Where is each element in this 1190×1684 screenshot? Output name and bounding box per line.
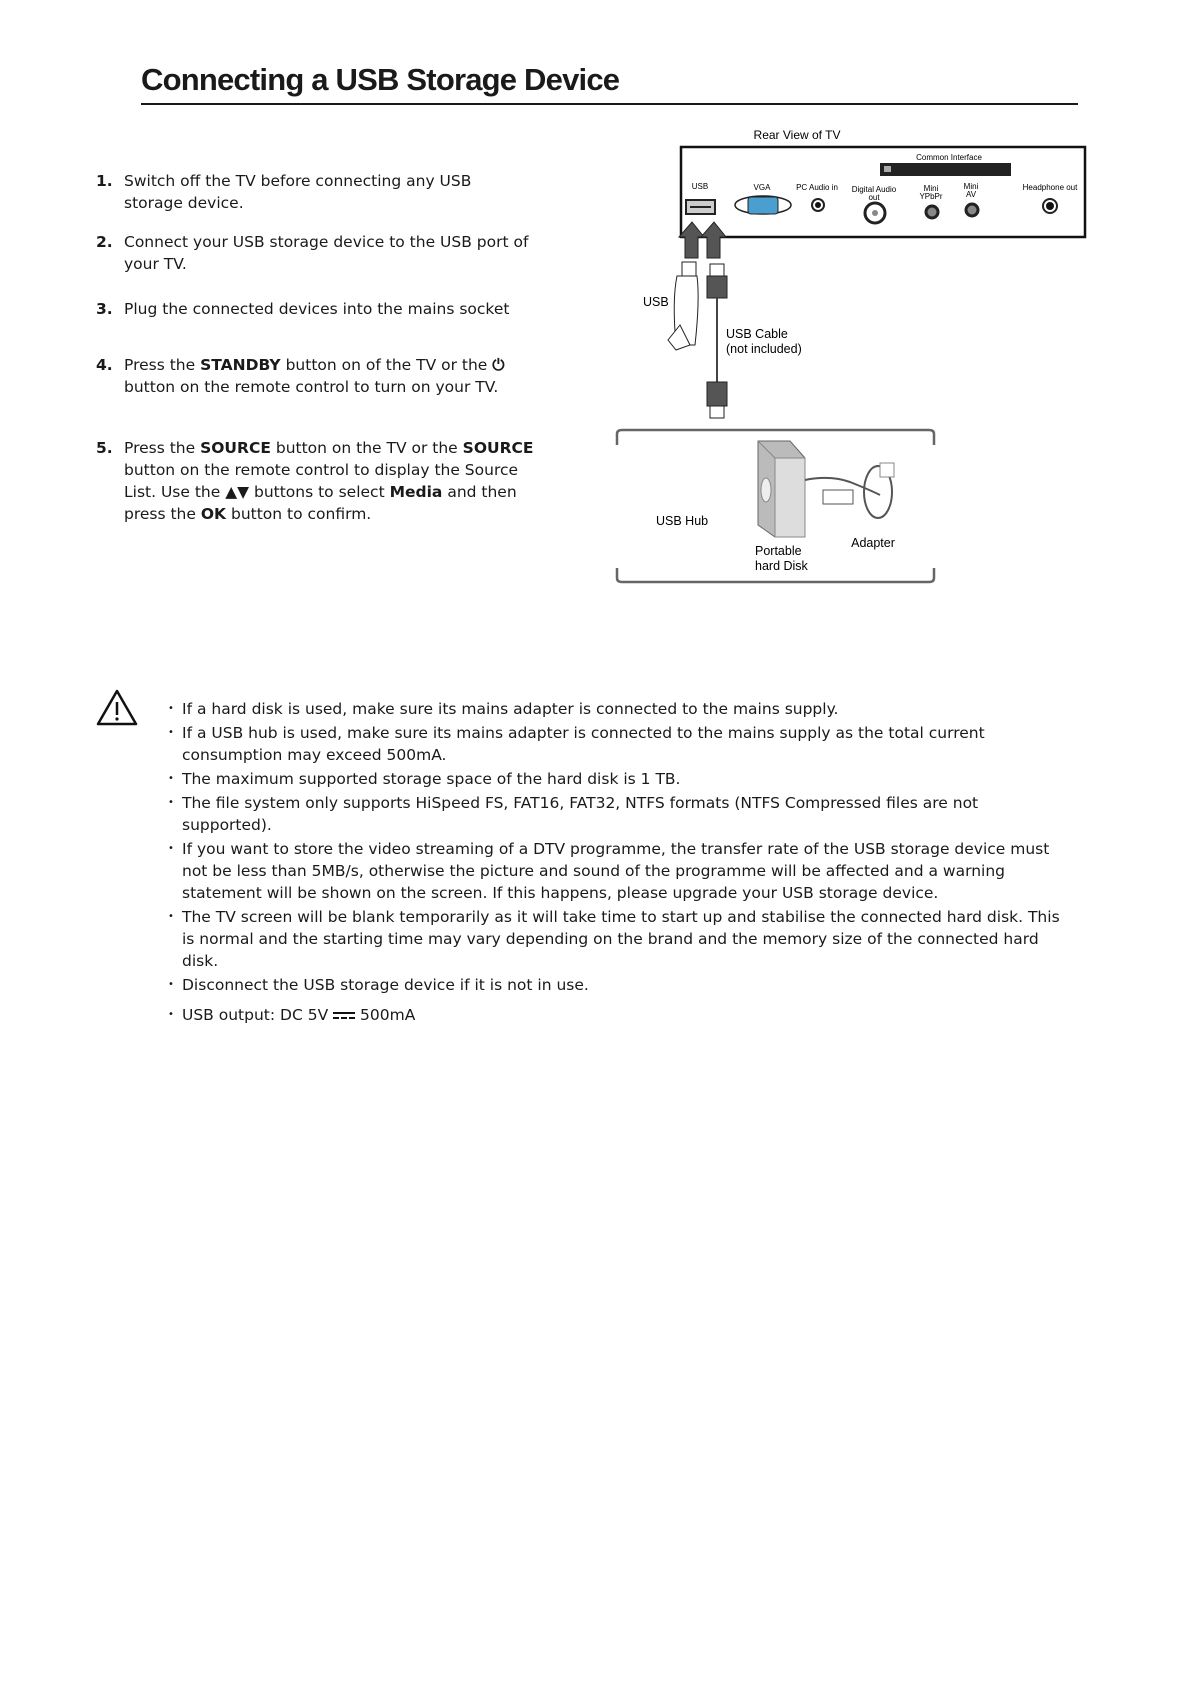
warning-icon — [95, 688, 139, 728]
notes-list — [168, 698, 1068, 1028]
step-number: 5. — [96, 439, 113, 457]
note-item: • If you want to store the video streaming of a DTV programme, the transfer rate of the USB storage device must not be less than 5MB/s, otherwise the picture and sound of the programme will be affected and a warning statement will be shown on the screen. If this happens, please upgrade your USB storage device. — [168, 838, 1068, 904]
note-item: • Disconnect the USB storage device if it is not in use. — [168, 974, 1068, 996]
step-text: Press the SOURCE button on the TV or the SOURCE button on the remote control to display the Source List. Use the ▲▼ buttons to select Media and then press the OK button to confirm. — [124, 439, 534, 523]
svg-text:Digital Audio: Digital Audio — [851, 185, 897, 194]
svg-text:Mini: Mini — [923, 184, 939, 193]
note-item: • The maximum supported storage space of the hard disk is 1 TB. — [168, 768, 1068, 790]
svg-text:USB: USB — [643, 295, 669, 309]
ci-label: Common Interface — [916, 153, 982, 162]
svg-text:Portable: Portable — [755, 544, 802, 558]
svg-text:(not included): (not included) — [726, 342, 802, 356]
step-text: Plug the connected devices into the mains socket — [124, 300, 510, 318]
note-item: • The file system only supports HiSpeed FS, FAT16, FAT32, NTFS formats (NTFS Compressed files are not supported). — [168, 792, 1068, 836]
svg-text:AV: AV — [965, 190, 977, 199]
usb-cable-plug — [707, 276, 727, 298]
up-down-arrows-icon: ▲▼ — [225, 483, 250, 501]
svg-text:PC Audio in: PC Audio in — [796, 183, 838, 192]
step-text: Switch off the TV before connecting any USB storage device. — [124, 172, 472, 212]
svg-text:Adapter: Adapter — [851, 536, 895, 550]
svg-text:YPbPr: YPbPr — [919, 192, 943, 201]
svg-text:USB: USB — [691, 182, 709, 191]
step-number: 2. — [96, 233, 113, 251]
step-number: 3. — [96, 300, 113, 318]
svg-text:USB Cable: USB Cable — [726, 327, 788, 341]
step-number: 1. — [96, 172, 113, 190]
dc-symbol-icon — [333, 1012, 355, 1022]
connection-diagram — [0, 0, 1190, 620]
step-number: 4. — [96, 356, 113, 374]
power-icon: ⏻ — [492, 356, 505, 374]
note-item: • USB output: DC 5V 500mA — [168, 1004, 1068, 1026]
page-title: Connecting a USB Storage Device — [141, 62, 620, 97]
svg-text:Mini: Mini — [963, 182, 979, 191]
step-text: Connect your USB storage device to the USB port of your TV. — [124, 233, 529, 273]
note-item: • The TV screen will be blank temporarily as it will take time to start up and stabilise the connected hard disk. This is normal and the starting time may vary depending on the brand and the memory size of the connected hard disk. — [168, 906, 1068, 972]
ci-slot — [880, 163, 1011, 176]
usb-stick-icon — [682, 262, 696, 276]
rear-view-label: Rear View of TV — [753, 128, 841, 142]
svg-text:hard Disk: hard Disk — [755, 559, 808, 573]
step-text: Press the STANDBY button on of the TV or the ⏻ button on the remote control to turn on your TV. — [124, 356, 505, 396]
note-item: • If a hard disk is used, make sure its mains adapter is connected to the mains supply. — [168, 698, 1068, 720]
svg-text:USB Hub: USB Hub — [656, 514, 709, 528]
svg-text:Headphone out: Headphone out — [1022, 183, 1078, 192]
svg-text:VGA: VGA — [753, 183, 771, 192]
note-item: • If a USB hub is used, make sure its mains adapter is connected to the mains supply as the total current consumption may exceed 500mA. — [168, 722, 1068, 766]
svg-text:out: out — [868, 193, 880, 202]
